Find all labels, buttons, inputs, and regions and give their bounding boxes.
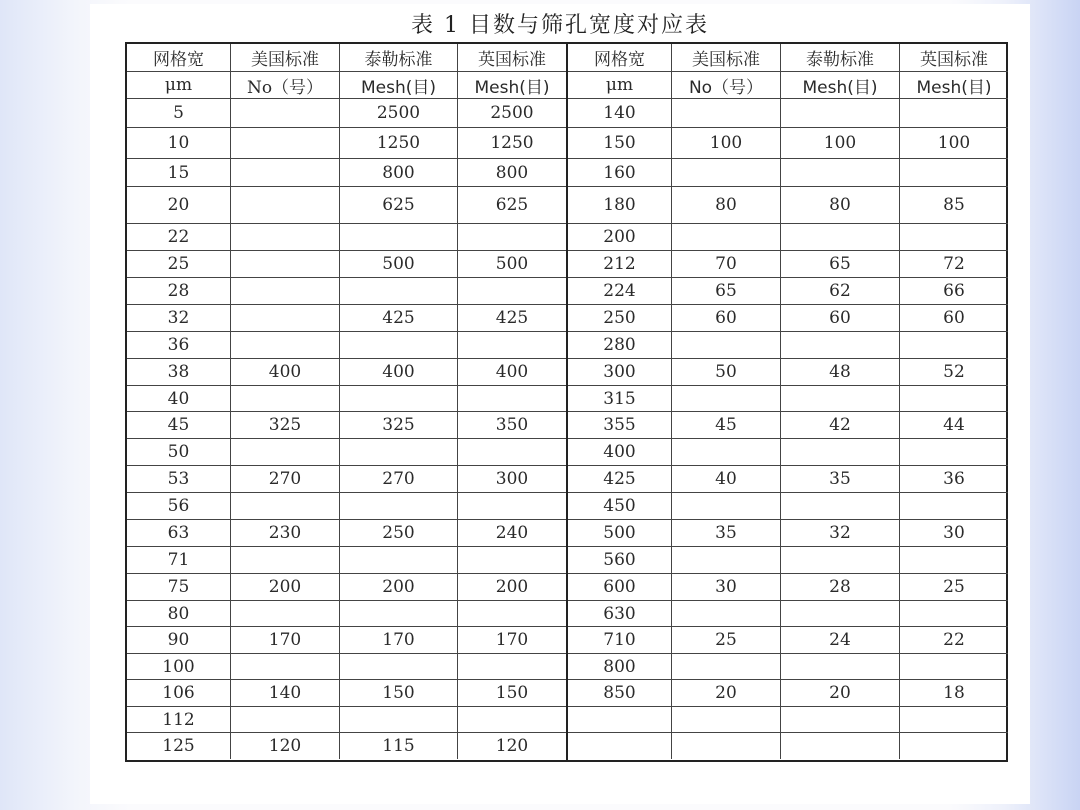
- table-cell: 200: [231, 574, 340, 600]
- table-cell: 24: [781, 627, 900, 653]
- table-cell: 300: [495, 469, 529, 489]
- table-cell: 150: [340, 680, 458, 706]
- table-cell: [340, 601, 458, 626]
- table-row: [568, 680, 1008, 707]
- table-cell: 500: [340, 251, 458, 277]
- table-cell: 100: [672, 128, 781, 158]
- table-cell: [781, 547, 900, 573]
- table-cell: [672, 332, 781, 358]
- table-cell: 224: [568, 278, 672, 304]
- table-cell: 325: [231, 412, 340, 438]
- header-cell: 网格宽: [127, 44, 231, 71]
- table-cell: [231, 493, 340, 519]
- table-row: [568, 412, 1008, 439]
- table-cell: 44: [943, 415, 965, 435]
- table-cell: 140: [568, 99, 672, 127]
- table-cell: 30: [943, 523, 965, 543]
- table-cell: 100: [127, 654, 231, 679]
- table-cell: [781, 601, 900, 626]
- table-cell: 100: [937, 133, 971, 153]
- table-cell: 325: [340, 412, 458, 438]
- table-cell: [340, 278, 458, 304]
- table-row: [568, 305, 1008, 332]
- table-cell: 48: [781, 359, 900, 385]
- table-row: [568, 278, 1008, 305]
- table-cell: 625: [495, 195, 529, 215]
- table-cell: 28: [127, 278, 231, 304]
- table-cell: 180: [568, 187, 672, 223]
- table-cell: 60: [781, 305, 900, 331]
- table-row: [127, 439, 566, 466]
- table-cell: 250: [340, 520, 458, 546]
- table-cell: 400: [231, 359, 340, 385]
- table-row: [127, 601, 566, 627]
- table-cell: 560: [568, 547, 672, 573]
- table-cell: 22: [943, 630, 965, 650]
- table-cell: 350: [495, 415, 529, 435]
- table-cell: 120: [495, 736, 529, 756]
- table-cell: [458, 439, 566, 465]
- table-cell: 70: [672, 251, 781, 277]
- table-cell: 800: [495, 162, 529, 183]
- table-cell: 625: [340, 187, 458, 223]
- table-cell: 42: [781, 412, 900, 438]
- table-cell: 200: [495, 577, 529, 597]
- table-cell: 425: [568, 466, 672, 492]
- table-cell: 35: [781, 466, 900, 492]
- table-cell: 50: [127, 439, 231, 465]
- table-cell: 36: [127, 332, 231, 358]
- table-row: [127, 707, 566, 733]
- table-cell: 35: [672, 520, 781, 546]
- table-cell: [672, 159, 781, 186]
- header-row: [568, 44, 1008, 72]
- table-row: [127, 305, 566, 332]
- table-cell: 71: [127, 547, 231, 573]
- header-row: [568, 72, 1008, 99]
- table-cell: 45: [127, 412, 231, 438]
- table-row: [568, 99, 1008, 128]
- table-cell: [340, 224, 458, 250]
- table-cell: [672, 601, 781, 626]
- table-cell: [458, 224, 566, 250]
- table-cell: [672, 654, 781, 679]
- table-cell: [900, 332, 1008, 358]
- table-cell: 106: [127, 680, 231, 706]
- table-left-half: [127, 44, 568, 760]
- table-cell: 120: [231, 733, 340, 759]
- table-row: [568, 187, 1008, 224]
- table-cell: [568, 707, 672, 732]
- table-row: [127, 251, 566, 278]
- table-row: [568, 574, 1008, 601]
- table-cell: 400: [495, 362, 529, 382]
- table-cell: 22: [127, 224, 231, 250]
- table-row: [568, 386, 1008, 412]
- table-cell: [458, 332, 566, 358]
- table-cell: 25: [672, 627, 781, 653]
- table-row: [568, 332, 1008, 359]
- header-cell: μm: [568, 72, 672, 98]
- table-cell: 270: [340, 466, 458, 492]
- table-cell: [340, 439, 458, 465]
- table-cell: 65: [781, 251, 900, 277]
- table-cell: 850: [568, 680, 672, 706]
- table-cell: 15: [127, 159, 231, 186]
- table-row: [568, 601, 1008, 627]
- table-cell: 115: [340, 733, 458, 759]
- table-cell: 710: [568, 627, 672, 653]
- table-cell: 60: [943, 308, 965, 328]
- table-cell: [458, 547, 566, 573]
- slide: [90, 4, 1030, 804]
- table-cell: 630: [568, 601, 672, 626]
- header-cell: 美国标准: [672, 44, 781, 71]
- table-cell: [781, 707, 900, 732]
- table-cell: [231, 251, 340, 277]
- header-cell: Mesh(目): [781, 72, 900, 98]
- table-cell: 425: [340, 305, 458, 331]
- table-row: [127, 159, 566, 187]
- table-cell: 25: [127, 251, 231, 277]
- table-cell: 30: [672, 574, 781, 600]
- table-cell: 270: [231, 466, 340, 492]
- table-row: [568, 439, 1008, 466]
- table-cell: [231, 128, 340, 158]
- table-row: [127, 99, 566, 128]
- table-cell: [231, 99, 340, 127]
- table-cell: 10: [127, 128, 231, 158]
- table-cell: 32: [127, 305, 231, 331]
- table-cell: [900, 224, 1008, 250]
- table-row: [568, 466, 1008, 493]
- table-cell: 240: [495, 523, 529, 543]
- table-cell: 100: [781, 128, 900, 158]
- table-row: [568, 627, 1008, 654]
- table-cell: 20: [127, 187, 231, 223]
- table-cell: 170: [340, 627, 458, 653]
- table-cell: [458, 654, 566, 679]
- table-cell: 150: [495, 683, 529, 703]
- table-cell: [458, 386, 566, 411]
- table-row: [127, 680, 566, 707]
- table-cell: [672, 386, 781, 411]
- table-cell: 20: [781, 680, 900, 706]
- table-cell: [672, 224, 781, 250]
- table-cell: [231, 305, 340, 331]
- table-row: [127, 493, 566, 520]
- table-cell: 18: [943, 683, 965, 703]
- table-right-half: [568, 44, 1008, 760]
- table-cell: 60: [672, 305, 781, 331]
- table-row: [127, 466, 566, 493]
- table-row: [568, 359, 1008, 386]
- table-row: [568, 128, 1008, 159]
- table-cell: 170: [495, 630, 529, 650]
- table-row: [568, 520, 1008, 547]
- table-cell: [781, 386, 900, 411]
- header-cell: No（号）: [672, 72, 781, 98]
- table-cell: 800: [340, 159, 458, 186]
- table-cell: [568, 733, 672, 759]
- table-cell: 2500: [340, 99, 458, 127]
- table-row: [568, 654, 1008, 680]
- table-cell: 25: [943, 577, 965, 597]
- table-cell: [900, 493, 1008, 519]
- table-cell: 32: [781, 520, 900, 546]
- table-cell: [231, 386, 340, 411]
- table-cell: 75: [127, 574, 231, 600]
- table-cell: 1250: [340, 128, 458, 158]
- table-cell: [900, 547, 1008, 573]
- table-cell: 400: [340, 359, 458, 385]
- table-cell: [458, 707, 566, 732]
- table-cell: 38: [127, 359, 231, 385]
- table-cell: 65: [672, 278, 781, 304]
- table-cell: [340, 547, 458, 573]
- table-cell: [781, 439, 900, 465]
- table-cell: 62: [781, 278, 900, 304]
- header-cell: 泰勒标准: [340, 44, 458, 71]
- header-cell: 泰勒标准: [781, 44, 900, 71]
- table-row: [568, 251, 1008, 278]
- header-cell: 英国标准: [478, 50, 546, 70]
- table-cell: [340, 654, 458, 679]
- table-cell: [900, 707, 1008, 732]
- table-cell: [340, 332, 458, 358]
- table-row: [127, 574, 566, 601]
- table-cell: 250: [568, 305, 672, 331]
- mesh-table: [125, 42, 1008, 762]
- table-row: [127, 224, 566, 251]
- header-row: [127, 44, 566, 72]
- table-cell: 80: [672, 187, 781, 223]
- header-cell: Mesh(目): [340, 72, 458, 98]
- table-cell: 28: [781, 574, 900, 600]
- table-cell: [781, 332, 900, 358]
- table-cell: [231, 547, 340, 573]
- table-row: [127, 128, 566, 159]
- header-cell: 网格宽: [568, 44, 672, 71]
- table-cell: 200: [568, 224, 672, 250]
- table-cell: 5: [127, 99, 231, 127]
- header-row: [127, 72, 566, 99]
- table-cell: 72: [943, 254, 965, 274]
- table-row: [127, 278, 566, 305]
- table-cell: [672, 439, 781, 465]
- table-cell: 200: [340, 574, 458, 600]
- table-row: [127, 547, 566, 574]
- table-cell: [231, 224, 340, 250]
- table-row: [127, 187, 566, 224]
- table-cell: [781, 224, 900, 250]
- table-cell: 40: [672, 466, 781, 492]
- table-row: [127, 520, 566, 547]
- table-cell: 80: [127, 601, 231, 626]
- table-row: [127, 654, 566, 680]
- table-cell: 600: [568, 574, 672, 600]
- table-cell: [231, 601, 340, 626]
- header-cell: No（号）: [231, 72, 340, 98]
- table-cell: [340, 707, 458, 732]
- table-cell: 56: [127, 493, 231, 519]
- table-cell: 80: [781, 187, 900, 223]
- table-cell: 52: [943, 362, 965, 382]
- table-cell: [900, 654, 1008, 679]
- table-cell: 36: [943, 469, 965, 489]
- table-cell: [900, 159, 1008, 186]
- table-cell: 85: [943, 195, 965, 215]
- table-cell: [900, 733, 1008, 759]
- table-cell: 170: [231, 627, 340, 653]
- table-cell: [672, 493, 781, 519]
- table-cell: 66: [943, 281, 965, 301]
- table-cell: 800: [568, 654, 672, 679]
- table-row: [568, 547, 1008, 574]
- header-cell: 美国标准: [231, 44, 340, 71]
- table-row: [127, 386, 566, 412]
- table-row: [568, 224, 1008, 251]
- table-cell: 140: [231, 680, 340, 706]
- table-cell: 112: [127, 707, 231, 732]
- table-cell: 40: [127, 386, 231, 411]
- table-cell: [231, 159, 340, 186]
- table-cell: [672, 707, 781, 732]
- table-row: [127, 627, 566, 654]
- table-cell: 300: [568, 359, 672, 385]
- table-cell: [900, 601, 1008, 626]
- table-cell: 400: [568, 439, 672, 465]
- header-cell: 英国标准: [920, 50, 988, 70]
- table-cell: 315: [568, 386, 672, 411]
- table-cell: [231, 332, 340, 358]
- table-cell: [231, 439, 340, 465]
- table-cell: 125: [127, 733, 231, 759]
- table-cell: [900, 386, 1008, 411]
- table-cell: [781, 493, 900, 519]
- table-row: [568, 707, 1008, 733]
- table-cell: 90: [127, 627, 231, 653]
- table-row: [568, 159, 1008, 187]
- table-row: [568, 493, 1008, 520]
- table-cell: [672, 99, 781, 127]
- table-row: [127, 332, 566, 359]
- table-row: [568, 733, 1008, 759]
- header-cell: Mesh(目): [916, 77, 992, 98]
- table-cell: [340, 386, 458, 411]
- table-cell: 20: [672, 680, 781, 706]
- table-cell: [340, 493, 458, 519]
- table-cell: 50: [672, 359, 781, 385]
- table-cell: [231, 654, 340, 679]
- table-cell: 500: [495, 254, 529, 274]
- header-cell: μm: [127, 72, 231, 98]
- table-cell: [231, 278, 340, 304]
- table-cell: 2500: [490, 103, 534, 123]
- table-cell: 500: [568, 520, 672, 546]
- table-row: [127, 359, 566, 386]
- table-cell: [231, 187, 340, 223]
- table-row: [127, 412, 566, 439]
- table-cell: [900, 99, 1008, 127]
- table-cell: 425: [495, 308, 529, 328]
- header-cell: Mesh(目): [474, 77, 550, 98]
- table-cell: [672, 733, 781, 759]
- table-cell: [781, 733, 900, 759]
- table-cell: 53: [127, 466, 231, 492]
- table-cell: [458, 601, 566, 626]
- table-cell: [231, 707, 340, 732]
- table-cell: [458, 278, 566, 304]
- table-cell: 63: [127, 520, 231, 546]
- table-cell: [900, 439, 1008, 465]
- table-cell: 355: [568, 412, 672, 438]
- table-cell: 230: [231, 520, 340, 546]
- table-cell: 450: [568, 493, 672, 519]
- table-title: 表 1 目数与筛孔宽度对应表: [411, 13, 709, 38]
- table-cell: [458, 493, 566, 519]
- table-cell: [781, 654, 900, 679]
- table-cell: 150: [568, 128, 672, 158]
- table-cell: 1250: [490, 133, 534, 153]
- table-cell: [672, 547, 781, 573]
- table-cell: 212: [568, 251, 672, 277]
- table-cell: 160: [568, 159, 672, 186]
- table-cell: 280: [568, 332, 672, 358]
- table-row: [127, 733, 566, 759]
- table-cell: [781, 99, 900, 127]
- table-cell: [781, 159, 900, 186]
- table-cell: 45: [672, 412, 781, 438]
